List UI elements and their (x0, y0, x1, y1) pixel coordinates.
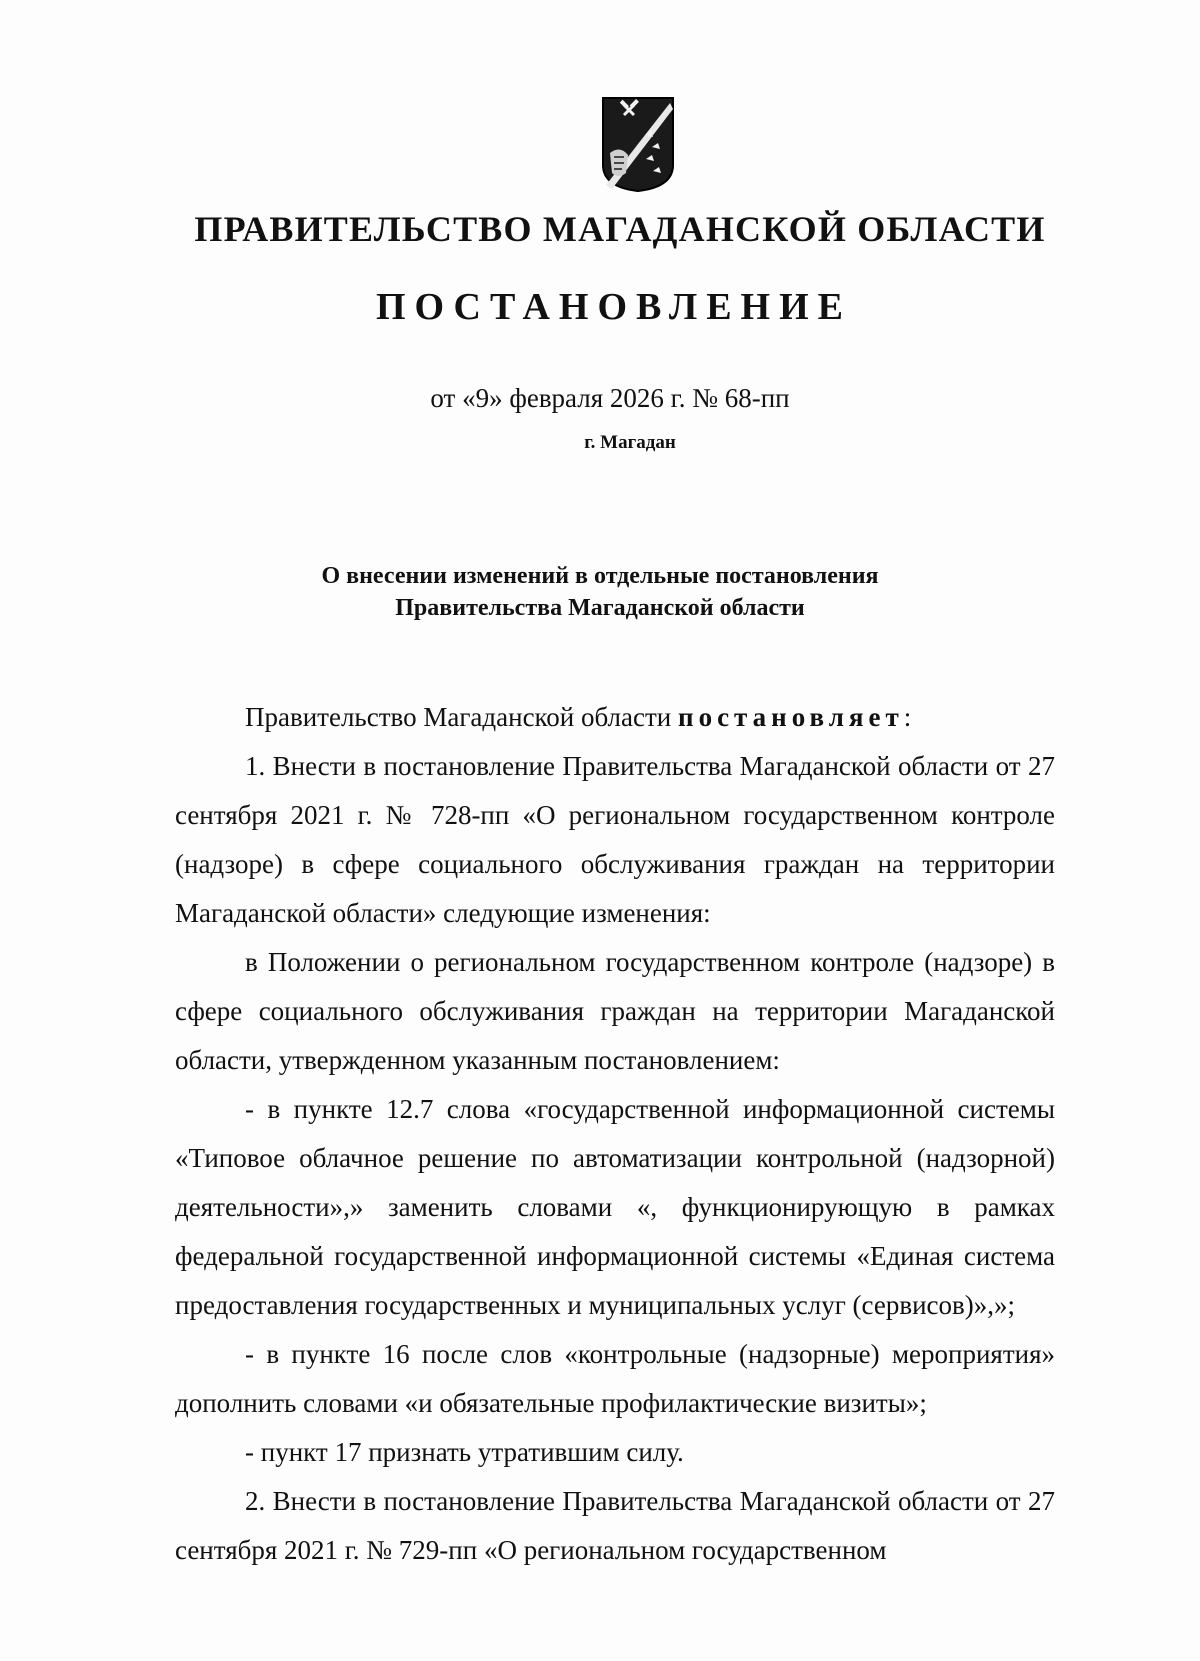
paragraph-2: в Положении о региональном государственном контроле (надзоре) в сфере социального обслуживания граждан на территории Магаданской области, утвержденном указанным постановлением: (175, 947, 1055, 1075)
paragraph-5: - пункт 17 признать утратившим силу. (245, 1437, 684, 1467)
paragraph-6: 2. Внести в постановление Правительства Магаданской области от 27 сентября 2021 г. № 729-пп «О региональном государственном (175, 1486, 1055, 1565)
document-city: г. Магадан (584, 432, 676, 453)
paragraph-3: - в пункте 12.7 слова «государственной информационной системы «Типовое облачное решение по автоматизации контрольной (надзорной) деятельности»,» заменить словами «, функционирующую в рамках федеральной государственной информационной системы «Единая система предоставления государственных и муниципальных услуг (сервисов)»,»; (175, 1094, 1055, 1320)
intro-paragraph (175, 693, 1055, 742)
document-title-line-1: О внесении изменений в отдельные постановления (321, 563, 879, 589)
paragraph-1: 1. Внести в постановление Правительства Магаданской области от 27 сентября 2021 г. № 728-пп «О региональном государственном контроле (надзоре) в сфере социального обслуживания граждан на территории Магаданской области» следующие изменения: (175, 751, 1055, 928)
document-type: ПОСТАНОВЛЕНИЕ (375, 286, 853, 328)
intro-text: Правительство Магаданской области (245, 702, 672, 732)
document-title-line-2: Правительства Магаданской области (395, 595, 805, 621)
document-date-number: от «9» февраля 2026 г. № 68-пп (430, 383, 790, 413)
paragraph-4: - в пункте 16 после слов «контрольные (надзорные) мероприятия» дополнить словами «и обязательные профилактические визиты»; (175, 1339, 1055, 1418)
intro-end: : (903, 702, 912, 732)
coat-of-arms-icon (600, 95, 676, 193)
organization-title: ПРАВИТЕЛЬСТВО МАГАДАНСКОЙ ОБЛАСТИ (194, 209, 1046, 249)
document-body (175, 693, 1055, 1575)
intro-verb: постановляет (678, 702, 904, 732)
document-title (0, 560, 1200, 624)
